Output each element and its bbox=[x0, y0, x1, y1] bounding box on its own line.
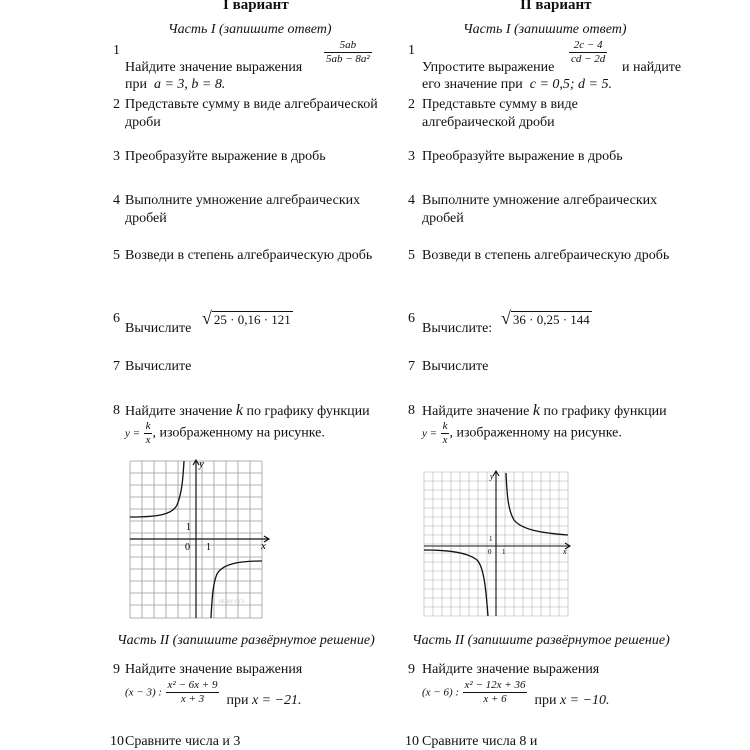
v1-task2-number: 2 bbox=[113, 97, 120, 112]
v2-task8-y-eq: y = bbox=[422, 427, 438, 440]
v1-task3-text: Преобразуйте выражение в дробь bbox=[125, 149, 326, 164]
v2-task3-text: Преобразуйте выражение в дробь bbox=[422, 149, 623, 164]
v2-part1-title: Часть I (запишите ответ) bbox=[463, 22, 627, 37]
v2-task9-text: Найдите значение выражения bbox=[422, 662, 600, 677]
v2-task5-number: 5 bbox=[408, 248, 415, 263]
v2-task8-line2 bbox=[422, 420, 622, 447]
v2-task8-k: k bbox=[532, 402, 541, 419]
v2-task4-number: 4 bbox=[408, 193, 415, 208]
v1-graph-axes bbox=[130, 460, 269, 618]
v2-graph-origin: 0 bbox=[488, 548, 492, 556]
variant-1-column bbox=[110, 0, 410, 750]
v1-task5-number: 5 bbox=[113, 248, 120, 263]
v2-task8-frac-num: k bbox=[442, 420, 448, 432]
v1-task8-frac-num: k bbox=[145, 420, 151, 432]
v1-task1-number: 1 bbox=[113, 43, 120, 58]
v2-task6-number: 6 bbox=[408, 311, 415, 326]
v1-task8-text-b: по графику функции bbox=[246, 404, 370, 419]
v1-task4-line1: Выполните умножение алгебраических bbox=[125, 193, 361, 208]
v1-task1-frac-den: 5ab − 8a² bbox=[326, 53, 370, 65]
v2-graph-one-y: 1 bbox=[489, 535, 493, 543]
v2-task1-text-a: Упростите выражение bbox=[422, 60, 555, 75]
v2-graph-one-x: 1 bbox=[502, 548, 506, 556]
v1-task8-text-a: Найдите значение bbox=[125, 404, 233, 419]
v1-task9-frac-num: x² − 6x + 9 bbox=[167, 679, 218, 691]
v1-task2-line1: Представьте сумму в виде алгебраической bbox=[125, 97, 378, 112]
v1-task5-text: Возведи в степень алгебраическую дробь bbox=[125, 248, 373, 263]
v2-task8-frac-den: x bbox=[442, 434, 448, 446]
v2-task7-number: 7 bbox=[408, 359, 415, 374]
v2-task8-text-c: , изображенному на рисунке. bbox=[449, 425, 622, 441]
v1-task1-frac-num: 5ab bbox=[324, 39, 372, 53]
v2-task7-text: Вычислите bbox=[422, 359, 489, 374]
v2-task1-text-b: и найдите bbox=[622, 60, 682, 75]
v1-task6-radicand: 25 · 0,16 · 121 bbox=[213, 312, 291, 327]
v1-task3-number: 3 bbox=[113, 149, 120, 164]
v2-task10-number: 10 bbox=[405, 734, 419, 749]
v1-task8-number: 8 bbox=[113, 403, 120, 418]
v1-task9-frac-den: x + 3 bbox=[180, 693, 205, 705]
v1-task2-line2: дроби bbox=[125, 115, 161, 130]
v1-task1-values: a = 3, b = 8. bbox=[153, 77, 226, 92]
v2-task1-frac-den: cd − 2d bbox=[571, 53, 606, 65]
v1-graph-y-label: y bbox=[199, 458, 204, 470]
v1-part2-title: Часть II (запишите развёрнутое решение) bbox=[117, 633, 375, 648]
v1-task9-prefix: (x − 3) : bbox=[125, 686, 163, 699]
v1-task8-text-c: , изображенному на рисунке. bbox=[152, 425, 325, 441]
variant-2-header: II вариант bbox=[520, 0, 592, 13]
v2-task1-values: c = 0,5; d = 5. bbox=[529, 77, 613, 92]
v2-task3-number: 3 bbox=[408, 149, 415, 164]
v1-task7-number: 7 bbox=[113, 359, 120, 374]
v1-task1-text: Найдите значение выражения bbox=[125, 60, 303, 75]
v1-task1-when: при bbox=[125, 77, 147, 92]
v1-task8-line1 bbox=[125, 402, 370, 420]
variant-1-header: I вариант bbox=[223, 0, 289, 13]
v2-graph-x-label: x bbox=[563, 547, 567, 556]
v1-task1-fraction bbox=[324, 39, 372, 66]
v1-task4-number: 4 bbox=[113, 193, 120, 208]
v1-task10-number: 10 bbox=[110, 734, 124, 749]
v2-part2-title: Часть II (запишите развёрнутое решение) bbox=[412, 633, 670, 648]
v2-task9-expression bbox=[422, 679, 610, 706]
v2-task2-number: 2 bbox=[408, 97, 415, 112]
v2-task5-text: Возведи в степень алгебраическую дробь bbox=[422, 248, 670, 263]
v2-task1-when: его значение при bbox=[422, 77, 523, 92]
v1-task9-expression bbox=[125, 679, 302, 706]
v2-task8-text-b: по графику функции bbox=[543, 404, 667, 419]
v2-task9-prefix: (x − 6) : bbox=[422, 686, 460, 699]
v1-task8-frac-den: x bbox=[145, 434, 151, 446]
v1-task6-sqrt: √ 25 · 0,16 · 121 bbox=[202, 308, 291, 328]
v2-task4-line1: Выполните умножение алгебраических bbox=[422, 193, 658, 208]
v2-task8-number: 8 bbox=[408, 403, 415, 418]
v1-part1-title: Часть I (запишите ответ) bbox=[168, 22, 332, 37]
v2-hyperbola-graph bbox=[422, 470, 572, 618]
v2-task9-suffix: при bbox=[534, 692, 557, 708]
v1-task8-y-eq: y = bbox=[125, 427, 141, 440]
v1-task6-number: 6 bbox=[113, 311, 120, 326]
v2-task1-fraction bbox=[569, 39, 607, 66]
v2-task1-frac-num: 2c − 4 bbox=[569, 39, 607, 53]
v1-task8-k: k bbox=[235, 402, 244, 419]
v2-task10-text: Сравните числа 8 и bbox=[422, 734, 538, 749]
v2-task6-text: Вычислите: bbox=[422, 321, 493, 336]
v1-graph-one-x: 1 bbox=[206, 542, 211, 553]
v1-task4-line2: дробей bbox=[125, 211, 167, 226]
v1-task9-value: x = −21. bbox=[251, 692, 302, 708]
variant-2-column bbox=[406, 0, 706, 750]
v2-task9-value: x = −10. bbox=[559, 692, 610, 708]
v1-graph-watermark: РЕШУ ОГЭ bbox=[219, 600, 245, 605]
v2-task6-radicand: 36 · 0,25 · 144 bbox=[512, 312, 590, 327]
v1-task9-suffix: при bbox=[226, 692, 249, 708]
v2-task4-line2: дробей bbox=[422, 211, 464, 226]
v2-task8-line1 bbox=[422, 402, 667, 420]
v2-graph-y-label: y bbox=[490, 472, 494, 481]
v1-task6-text: Вычислите bbox=[125, 321, 192, 336]
v1-task8-line2 bbox=[125, 420, 325, 447]
v2-graph-axes bbox=[424, 471, 570, 616]
v2-task1-number: 1 bbox=[408, 43, 415, 58]
v1-task7-text: Вычислите bbox=[125, 359, 192, 374]
v2-task9-frac-num: x² − 12x + 36 bbox=[464, 679, 526, 691]
v1-graph-one-y: 1 bbox=[186, 522, 191, 533]
v1-task10-text: Сравните числа и 3 bbox=[125, 734, 241, 749]
v1-task9-text: Найдите значение выражения bbox=[125, 662, 303, 677]
v1-hyperbola-graph bbox=[127, 458, 274, 620]
v1-task1-line2 bbox=[125, 76, 225, 93]
v2-task8-text-a: Найдите значение bbox=[422, 404, 530, 419]
v1-graph-origin: 0 bbox=[185, 542, 190, 553]
v2-task2-line2: алгебраической дроби bbox=[422, 115, 555, 130]
v2-task9-number: 9 bbox=[408, 662, 415, 677]
v2-task2-line1: Представьте сумму в виде bbox=[422, 97, 578, 112]
v1-task9-number: 9 bbox=[113, 662, 120, 677]
v1-graph-x-label: x bbox=[261, 540, 266, 552]
v2-task9-frac-den: x + 6 bbox=[483, 693, 507, 705]
v2-task6-sqrt: √ 36 · 0,25 · 144 bbox=[501, 308, 590, 328]
v2-task1-line2 bbox=[422, 76, 612, 93]
